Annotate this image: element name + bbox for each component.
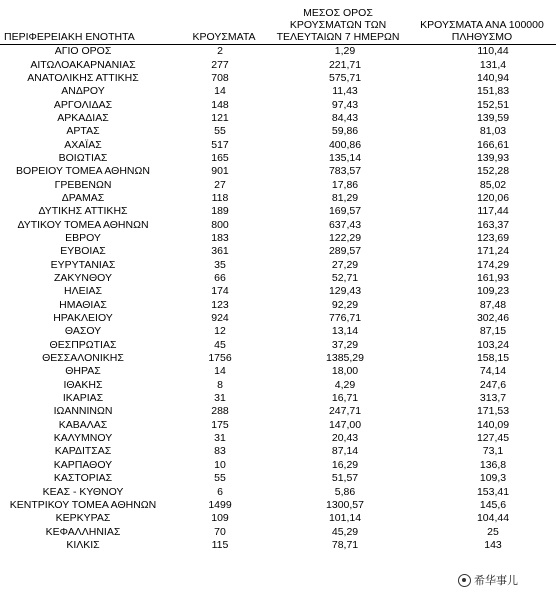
cases-per-100k: 81,03 <box>479 125 507 138</box>
cases-count: 35 <box>214 258 226 271</box>
cases-per-100k: 313,7 <box>479 392 507 405</box>
cases-count: 1756 <box>208 352 232 365</box>
table-row <box>0 192 556 205</box>
header-avg-line-1: ΜΕΣΟΣ ΟΡΟΣ <box>303 7 373 19</box>
cases-per-100k: 158,15 <box>476 352 510 365</box>
seven-day-average: 5,86 <box>334 485 356 498</box>
seven-day-average: 129,43 <box>328 285 362 298</box>
cases-count: 14 <box>214 85 226 98</box>
cases-per-100k: 153,41 <box>476 485 510 498</box>
cases-count: 361 <box>211 245 229 258</box>
seven-day-average: 101,14 <box>328 512 362 525</box>
region-name: ΚΑΡΔΙΤΣΑΣ <box>54 445 112 458</box>
region-name: ΘΕΣΠΡΩΤΙΑΣ <box>49 338 117 351</box>
seven-day-average: 247,71 <box>328 405 362 418</box>
cases-count: 31 <box>214 392 226 405</box>
cases-per-100k: 151,83 <box>476 85 510 98</box>
header-per-100k <box>408 3 556 45</box>
region-name: ΙΚΑΡΙΑΣ <box>62 392 104 405</box>
region-name: ΚΕΦΑΛΛΗΝΙΑΣ <box>45 525 121 538</box>
wechat-channel-icon <box>458 574 471 587</box>
table-row <box>0 325 556 338</box>
cases-per-100k: 302,46 <box>476 312 510 325</box>
table-row <box>0 125 556 138</box>
seven-day-average: 37,29 <box>331 338 359 351</box>
seven-day-average: 97,43 <box>331 98 359 111</box>
table-row <box>0 218 556 231</box>
cases-count: 31 <box>214 432 226 445</box>
cases-per-100k: 110,44 <box>477 45 509 58</box>
region-name: ΚΕΑΣ - ΚΥΘΝΟΥ <box>42 485 124 498</box>
seven-day-average: 81,29 <box>331 191 359 204</box>
header-row <box>0 3 556 45</box>
table-row <box>0 419 556 432</box>
cases-table <box>0 3 556 552</box>
cases-count: 83 <box>214 445 226 458</box>
watermark <box>458 572 518 588</box>
seven-day-average: 4,29 <box>334 378 356 391</box>
seven-day-average: 122,29 <box>328 231 362 244</box>
table-row <box>0 459 556 472</box>
table-row <box>0 72 556 85</box>
region-name: ΑΝΔΡΟΥ <box>61 85 105 98</box>
cases-per-100k: 145,6 <box>479 498 507 511</box>
table-row <box>0 205 556 218</box>
region-name: ΑΙΤΩΛΟΑΚΑΡΝΑΝΙΑΣ <box>30 58 136 71</box>
region-name: ΗΡΑΚΛΕΙΟΥ <box>53 312 113 325</box>
table-row <box>0 152 556 165</box>
cases-per-100k: 140,94 <box>476 71 510 84</box>
seven-day-average: 221,71 <box>328 58 362 71</box>
table-row <box>0 165 556 178</box>
cases-count: 55 <box>214 125 226 138</box>
seven-day-average: 17,86 <box>331 178 359 191</box>
cases-per-100k: 103,24 <box>476 338 510 351</box>
seven-day-average: 52,71 <box>331 272 359 285</box>
seven-day-average: 289,57 <box>328 245 362 258</box>
header-region: ΠΕΡΙΦΕΡΕΙΑΚΗ ΕΝΟΤΗΤΑ <box>0 3 166 45</box>
cases-count: 517 <box>211 138 229 151</box>
seven-day-average: 16,71 <box>331 392 359 405</box>
table-row <box>0 525 556 538</box>
cases-count: 66 <box>214 272 226 285</box>
cases-per-100k: 152,51 <box>476 98 510 111</box>
seven-day-average: 11,43 <box>332 85 358 98</box>
region-name: ΗΜΑΘΙΑΣ <box>59 298 107 311</box>
cases-per-100k: 140,09 <box>476 418 510 431</box>
table-row <box>0 245 556 258</box>
region-name: ΚΑΡΠΑΘΟΥ <box>53 458 113 471</box>
region-name: ΙΩΑΝΝΙΝΩΝ <box>53 405 113 418</box>
cases-per-100k: 166,61 <box>476 138 510 151</box>
table-row <box>0 98 556 111</box>
region-name: ΔΥΤΙΚΟΥ ΤΟΜΕΑ ΑΘΗΝΩΝ <box>17 218 149 231</box>
cases-count: 115 <box>211 538 229 551</box>
seven-day-average: 87,14 <box>331 445 359 458</box>
cases-per-100k: 87,15 <box>479 325 507 338</box>
seven-day-average: 776,71 <box>328 312 362 325</box>
region-name: ΖΑΚΥΝΘΟΥ <box>53 272 112 285</box>
table-body <box>0 45 556 553</box>
region-name: ΑΡΓΟΛΙΔΑΣ <box>53 98 113 111</box>
region-name: ΚΑΣΤΟΡΙΑΣ <box>53 472 113 485</box>
region-name: ΒΟΙΩΤΙΑΣ <box>58 151 108 164</box>
header-avg-line-3: ΤΕΛΕΥΤΑΙΩΝ 7 ΗΜΕΡΩΝ <box>276 31 400 43</box>
cases-count: 45 <box>214 338 226 351</box>
cases-count: 6 <box>217 485 223 498</box>
cases-count: 165 <box>211 151 229 164</box>
seven-day-average: 92,29 <box>331 298 359 311</box>
region-name: ΒΟΡΕΙΟΥ ΤΟΜΕΑ ΑΘΗΝΩΝ <box>16 165 150 178</box>
table-row <box>0 232 556 245</box>
table-row <box>0 539 556 552</box>
region-name: ΗΛΕΙΑΣ <box>63 285 102 298</box>
table-row <box>0 512 556 525</box>
cases-count: 800 <box>211 218 229 231</box>
cases-count: 277 <box>211 58 229 71</box>
table-row <box>0 259 556 272</box>
table-row <box>0 405 556 418</box>
cases-per-100k: 117,44 <box>477 205 509 218</box>
cases-count: 174 <box>211 285 229 298</box>
table-row <box>0 472 556 485</box>
seven-day-average: 51,57 <box>331 472 359 485</box>
table-row <box>0 112 556 125</box>
seven-day-average: 59,86 <box>331 125 359 138</box>
cases-per-100k: 120,06 <box>476 191 510 204</box>
seven-day-average: 1,29 <box>334 45 356 58</box>
cases-per-100k: 152,28 <box>476 165 510 178</box>
cases-per-100k: 104,44 <box>476 512 510 525</box>
seven-day-average: 1385,29 <box>326 352 364 365</box>
header-per-line-2: ΠΛΗΘΥΣΜΟ <box>451 31 513 43</box>
cases-count: 123 <box>211 298 229 311</box>
region-name: ΚΕΝΤΡΙΚΟΥ ΤΟΜΕΑ ΑΘΗΝΩΝ <box>9 498 157 511</box>
cases-per-100k: 123,69 <box>476 231 510 244</box>
region-name: ΑΡΚΑΔΙΑΣ <box>57 111 109 124</box>
cases-per-100k: 109,3 <box>479 472 507 485</box>
cases-per-100k: 143 <box>484 538 502 551</box>
cases-count: 55 <box>214 472 226 485</box>
region-name: ΘΗΡΑΣ <box>65 365 101 378</box>
region-name: ΑΧΑΪΑΣ <box>64 138 102 151</box>
cases-per-100k: 136,8 <box>479 458 507 471</box>
cases-count: 1499 <box>208 498 232 511</box>
cases-per-100k: 174,29 <box>476 258 510 271</box>
cases-count: 288 <box>211 405 229 418</box>
cases-count: 148 <box>211 98 229 111</box>
region-name: ΘΑΣΟΥ <box>64 325 102 338</box>
table-row <box>0 178 556 191</box>
cases-count: 118 <box>211 191 229 204</box>
cases-per-100k: 171,24 <box>476 245 510 258</box>
cases-count: 27 <box>214 178 226 191</box>
cases-per-100k: 87,48 <box>479 298 507 311</box>
seven-day-average: 20,43 <box>331 432 359 445</box>
table-row <box>0 312 556 325</box>
seven-day-average: 13,14 <box>331 325 359 338</box>
cases-per-100k: 74,14 <box>479 365 507 378</box>
cases-count: 10 <box>214 458 226 471</box>
seven-day-average: 27,29 <box>331 258 359 271</box>
table-row <box>0 445 556 458</box>
cases-per-100k: 163,37 <box>476 218 510 231</box>
region-name: ΕΒΡΟΥ <box>65 231 101 244</box>
header-per-line-1: ΚΡΟΥΣΜΑΤΑ ΑΝΑ 100000 <box>420 19 544 31</box>
seven-day-average: 637,43 <box>328 218 362 231</box>
table-row <box>0 499 556 512</box>
region-name: ΔΥΤΙΚΗΣ ΑΤΤΙΚΗΣ <box>38 205 128 218</box>
table-row <box>0 85 556 98</box>
table-row <box>0 272 556 285</box>
seven-day-average: 135,14 <box>328 151 362 164</box>
cases-per-100k: 171,53 <box>476 405 510 418</box>
cases-per-100k: 161,93 <box>476 272 510 285</box>
cases-per-100k: 247,6 <box>479 378 507 391</box>
cases-per-100k: 109,23 <box>476 285 510 298</box>
region-name: ΕΥΒΟΙΑΣ <box>60 245 106 258</box>
cases-count: 924 <box>211 312 229 325</box>
table-row <box>0 379 556 392</box>
cases-count: 12 <box>214 325 226 338</box>
cases-count: 708 <box>211 71 229 84</box>
cases-per-100k: 73,1 <box>482 445 504 458</box>
table-row <box>0 299 556 312</box>
seven-day-average: 169,57 <box>328 205 362 218</box>
region-name: ΚΑΛΥΜΝΟΥ <box>53 432 113 445</box>
region-name: ΕΥΡΥΤΑΝΙΑΣ <box>50 258 116 271</box>
table-row <box>0 285 556 298</box>
table-row <box>0 45 556 59</box>
table-row <box>0 392 556 405</box>
region-name: ΔΡΑΜΑΣ <box>61 191 105 204</box>
cases-count: 2 <box>217 45 223 58</box>
seven-day-average: 575,71 <box>328 71 362 84</box>
table-row <box>0 365 556 378</box>
cases-per-100k: 25 <box>487 525 499 538</box>
region-name: ΚΕΡΚΥΡΑΣ <box>55 512 111 525</box>
header-avg-line-2: ΚΡΟΥΣΜΑΤΩΝ ΤΩΝ <box>289 19 387 31</box>
table-row <box>0 352 556 365</box>
header-cases: ΚΡΟΥΣΜΑΤΑ <box>166 3 268 45</box>
region-name: ΑΓΙΟ ΟΡΟΣ <box>54 45 112 58</box>
cases-count: 121 <box>211 111 229 124</box>
region-name: ΓΡΕΒΕΝΩΝ <box>54 178 112 191</box>
region-name: ΘΕΣΣΑΛΟΝΙΚΗΣ <box>42 352 124 365</box>
seven-day-average: 45,29 <box>331 525 359 538</box>
seven-day-average: 783,57 <box>328 165 362 178</box>
cases-count: 183 <box>211 231 229 244</box>
region-name: ΚΑΒΑΛΑΣ <box>58 418 108 431</box>
cases-count: 70 <box>214 525 226 538</box>
table-row <box>0 138 556 151</box>
seven-day-average: 84,43 <box>331 111 359 124</box>
cases-count: 8 <box>217 378 223 391</box>
region-name: ΙΘΑΚΗΣ <box>63 378 103 391</box>
cases-count: 901 <box>211 165 229 178</box>
region-name: ΑΡΤΑΣ <box>66 125 100 138</box>
watermark-text: 希华事儿 <box>474 575 518 587</box>
table-row <box>0 432 556 445</box>
cases-count: 14 <box>214 365 226 378</box>
table-row <box>0 58 556 71</box>
seven-day-average: 147,00 <box>328 418 362 431</box>
region-name: ΑΝΑΤΟΛΙΚΗΣ ΑΤΤΙΚΗΣ <box>27 71 139 84</box>
cases-per-100k: 139,93 <box>476 151 510 164</box>
seven-day-average: 1300,57 <box>326 498 364 511</box>
table-row <box>0 485 556 498</box>
cases-count: 189 <box>211 205 229 218</box>
seven-day-average: 16,29 <box>331 458 359 471</box>
cases-count: 175 <box>211 418 229 431</box>
cases-per-100k: 139,59 <box>476 111 510 124</box>
cases-per-100k: 131,4 <box>479 58 507 71</box>
seven-day-average: 18,00 <box>331 365 359 378</box>
cases-count: 109 <box>211 512 229 525</box>
seven-day-average: 400,86 <box>328 138 362 151</box>
region-name: ΚΙΛΚΙΣ <box>66 538 100 551</box>
cases-per-100k: 127,45 <box>476 432 510 445</box>
table-row <box>0 339 556 352</box>
cases-per-100k: 85,02 <box>479 178 507 191</box>
seven-day-average: 78,71 <box>331 538 359 551</box>
header-7day-average <box>268 3 408 45</box>
